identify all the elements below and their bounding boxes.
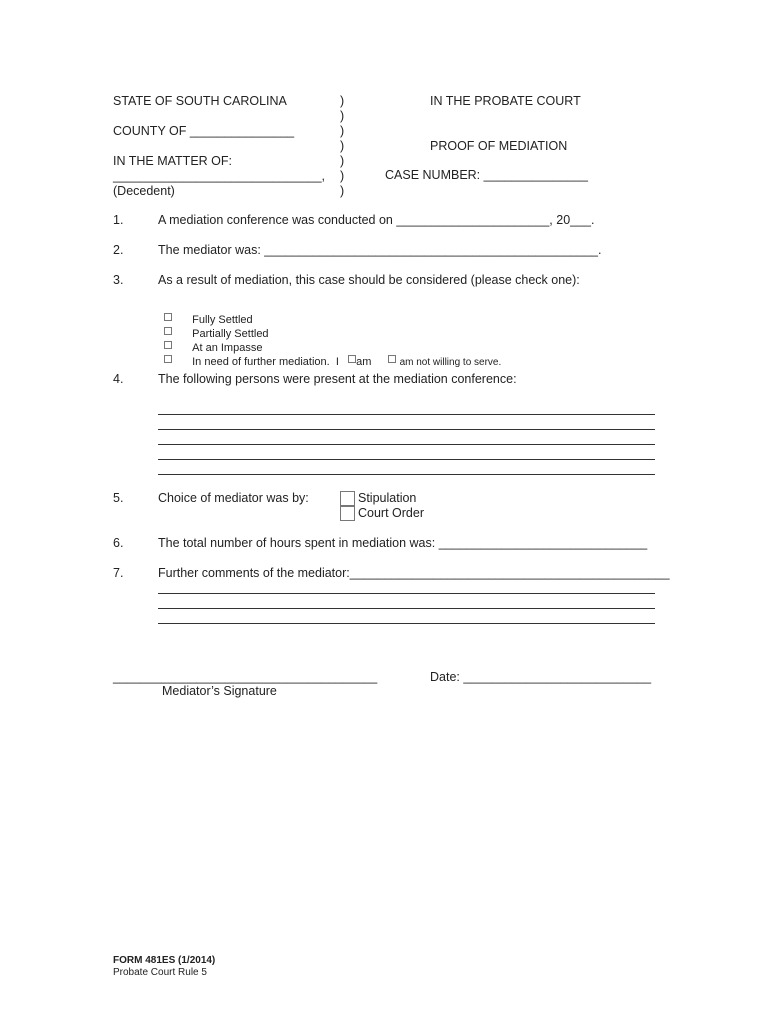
hours-field[interactable]: The total number of hours spent in mediation was: ______________________________ bbox=[158, 536, 648, 550]
comments-line[interactable] bbox=[158, 608, 655, 609]
option-label: In need of further mediation. I bbox=[192, 356, 339, 368]
item-number: 6. bbox=[113, 536, 124, 550]
paren: ) bbox=[340, 139, 345, 153]
present-persons-line[interactable] bbox=[158, 474, 655, 475]
form-number: FORM 481ES (1/2014) bbox=[113, 955, 216, 966]
date-field[interactable]: Date: ___________________________ bbox=[430, 670, 652, 684]
signature-field[interactable]: ______________________________________ bbox=[113, 670, 378, 684]
paren: ) bbox=[340, 124, 345, 138]
comments-line[interactable] bbox=[158, 623, 655, 624]
option-label: Partially Settled bbox=[192, 328, 269, 340]
decedent-name-field[interactable]: ______________________________, bbox=[113, 169, 326, 183]
case-number-field[interactable]: CASE NUMBER: _______________ bbox=[385, 168, 588, 182]
present-persons-label: The following persons were present at the mediation conference: bbox=[158, 372, 517, 386]
present-persons-line[interactable] bbox=[158, 414, 655, 415]
paren: ) bbox=[340, 94, 345, 108]
checkbox-icon[interactable] bbox=[388, 355, 396, 363]
signature-label: Mediator’s Signature bbox=[162, 684, 277, 698]
item-number: 2. bbox=[113, 243, 124, 257]
checkbox-icon[interactable] bbox=[348, 355, 356, 363]
checkbox-icon[interactable] bbox=[164, 355, 172, 363]
court-rule: Probate Court Rule 5 bbox=[113, 967, 207, 978]
present-persons-line[interactable] bbox=[158, 429, 655, 430]
matter-label: IN THE MATTER OF: bbox=[113, 154, 232, 168]
item-number: 7. bbox=[113, 566, 124, 580]
item-number: 5. bbox=[113, 491, 124, 505]
stipulation-label: Stipulation bbox=[358, 491, 417, 505]
mediator-choice-label: Choice of mediator was by: bbox=[158, 491, 309, 505]
court-order-label: Court Order bbox=[358, 506, 424, 520]
present-persons-line[interactable] bbox=[158, 459, 655, 460]
item-number: 3. bbox=[113, 273, 124, 287]
option-label: At an Impasse bbox=[192, 342, 263, 354]
paren: ) bbox=[340, 184, 345, 198]
paren: ) bbox=[340, 154, 345, 168]
paren: ) bbox=[340, 169, 345, 183]
item-number: 4. bbox=[113, 372, 124, 386]
result-question: As a result of mediation, this case should be considered (please check one): bbox=[158, 273, 580, 287]
mediator-name-field[interactable]: The mediator was: ________________________________________________. bbox=[158, 243, 602, 257]
option-label: am bbox=[356, 356, 372, 368]
mediation-date-field[interactable]: A mediation conference was conducted on ______________________, 20___. bbox=[158, 213, 595, 227]
form-title: PROOF OF MEDIATION bbox=[430, 139, 568, 153]
comments-line[interactable] bbox=[158, 593, 655, 594]
county-field[interactable]: COUNTY OF _______________ bbox=[113, 124, 295, 138]
comments-field[interactable]: Further comments of the mediator:______________________________________________ bbox=[158, 566, 670, 580]
court-order-checkbox[interactable] bbox=[340, 506, 355, 521]
item-number: 1. bbox=[113, 213, 124, 227]
option-further-mediation[interactable] bbox=[158, 343, 339, 368]
option-not-willing[interactable] bbox=[382, 344, 501, 368]
stipulation-checkbox[interactable] bbox=[340, 491, 355, 506]
decedent-label: (Decedent) bbox=[113, 184, 175, 198]
option-label: Fully Settled bbox=[192, 314, 253, 326]
court-label: IN THE PROBATE COURT bbox=[430, 94, 581, 108]
present-persons-line[interactable] bbox=[158, 444, 655, 445]
option-label: am not willing to serve. bbox=[399, 357, 502, 368]
option-am-willing[interactable] bbox=[342, 343, 371, 368]
state-label: STATE OF SOUTH CAROLINA bbox=[113, 94, 287, 108]
paren: ) bbox=[340, 109, 345, 123]
